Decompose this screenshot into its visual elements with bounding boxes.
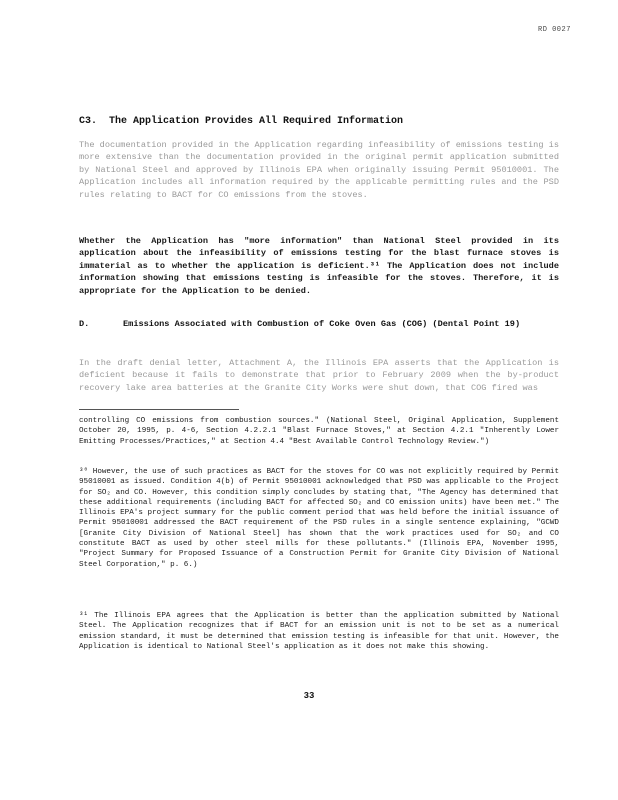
section-title: The Application Provides All Required Information xyxy=(109,116,404,127)
footnote: controlling CO emissions from combustion sources." (National Steel, Original Application, Supplement October 20, 1995, p. 4-6, Section 4.2.2.1 "Blast Furnace Stoves," at Section 4.2.1 "Inherently Lower Emitting Processes/Practices," at Section 4.4 "Best Available Control Technology Review.") xyxy=(79,417,559,446)
section-number: D. xyxy=(79,319,90,329)
page-number: 33 xyxy=(303,691,315,701)
section-title: Emissions Associated with Combustion of Coke Oven Gas (COG) (Dental Point 19) xyxy=(123,319,521,329)
footnote: ³⁰ However, the use of such practices as BACT for the stoves for CO was not explicitly required by Permit 95010001 as issued. Condition 4(b) of Permit 95010001 acknowledged that PSD was applicable to the Project for SO₂ and CO. However, this condition simply concludes by stating that, "The Agency has determined that these additional requirements (including BACT for affected SO₂ and CO emission units) have been met." The Illinois EPA's project summary for the public comment period that was held before the initial issuance of Permit 95010001 addressed the BACT requirement of the PSD rules in a single sentence explaining, "GCWD [Granite City Division of National Steel] has shown that the work practices used for SO₂ and CO constitute BACT as used by other steel mills for these pollutants." (Illinois EPA, November 1995, "Project Summary for Proposed Issuance of a Construction Permit for Granite City Division of National Steel Corporation," p. 6.) xyxy=(79,468,559,569)
section-number: C3. xyxy=(79,116,98,127)
page-identifier: RD 0027 xyxy=(538,26,571,34)
body-paragraph: In the draft denial letter, Attachment A, the Illinois EPA asserts that the Application is deficient because it fails to demonstrate that prior to February 2009 when the by-product recovery lake area batteries at the Granite City Works were shut down, that COG fired was xyxy=(79,358,559,393)
section-heading-d xyxy=(79,318,549,330)
body-paragraph-bold: Whether the Application has "more information" than National Steel provided in its application about the infeasibility of emissions testing for the blast furnace stoves is immaterial as to whether the application is deficient.³¹ The Application does not include information showing that emissions testing is infeasible for the stoves. Therefore, it is appropriate for the Application to be denied. xyxy=(79,236,559,296)
footnote: ³¹ The Illinois EPA agrees that the Application is better than the application submitted by National Steel. The Application recognizes that if BACT for an emission unit is not to be set as a numerical emission standard, it must be determined that emission testing is infeasible for that unit. However, the Application is identical to National Steel's application as it does not make this showing. xyxy=(79,612,559,651)
body-paragraph: The documentation provided in the Application regarding infeasibility of emissions testing is more extensive than the documentation provided in the original permit application submitted by National Steel and approved by Illinois EPA when originally issuing Permit 95010001. The Application includes all information required by the applicable permitting rules and the PSD rules relating to BACT for CO emissions from the stoves. xyxy=(79,140,559,200)
section-heading-c3 xyxy=(79,116,403,127)
footnote-divider xyxy=(79,409,239,410)
